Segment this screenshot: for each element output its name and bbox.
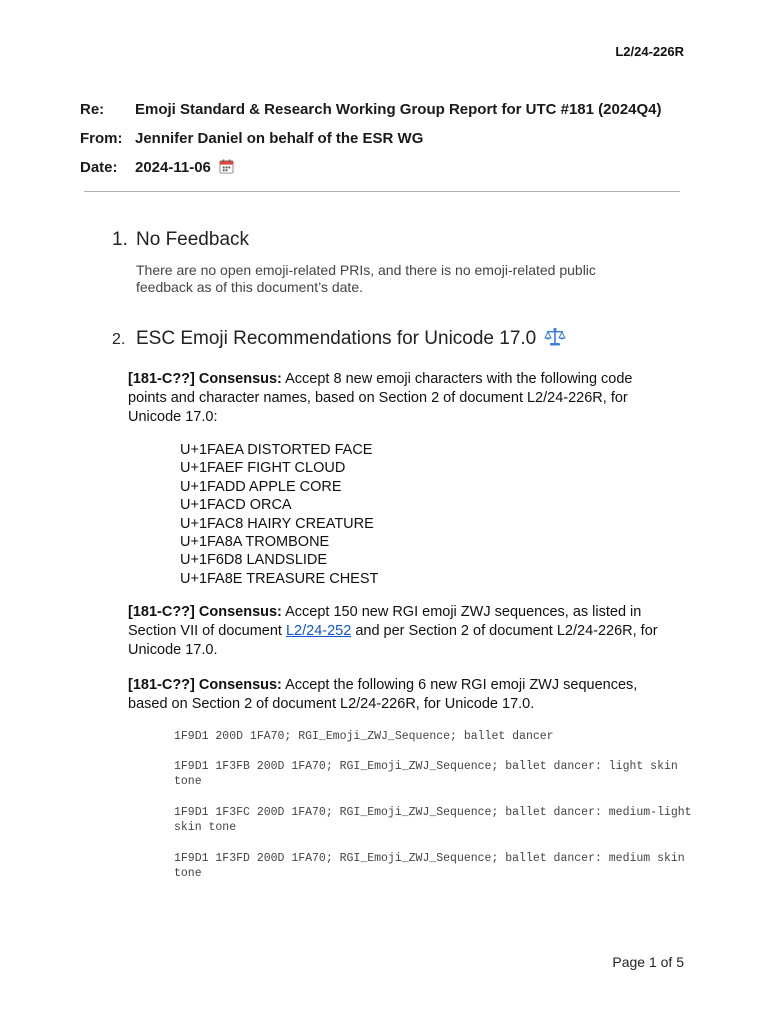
date-label: Date: [80,159,118,176]
section-2-number: 2. [112,331,126,348]
section-2-heading [112,327,566,350]
section-2-title: ESC Emoji Recommendations for Unicode 17.0 [136,328,537,349]
date-row [80,156,690,185]
consensus-new-characters [128,370,668,427]
list-item: U+1FA8A TROMBONE [180,534,330,551]
sequence-line: 1F9D1 200D 1FA70; RGI_Emoji_ZWJ_Sequence; ballet dancer [174,730,554,743]
from-label: From: [80,130,123,147]
list-item: U+1FAC8 HAIRY CREATURE [180,515,374,532]
consensus-text: and per Section 2 of document L2/24-226R, for Unicode 17.0. [128,623,658,658]
list-item: U+1FADD APPLE CORE [180,478,342,495]
sequence-line: 1F9D1 1F3FC 200D 1FA70; RGI_Emoji_ZWJ_Sequence; ballet dancer: medium-light skin tone [174,806,699,834]
list-item: U+1F6D8 LANDSLIDE [180,552,328,569]
list-item: U+1FA8E TREASURE CHEST [180,570,379,587]
sequence-line: 1F9D1 1F3FB 200D 1FA70; RGI_Emoji_ZWJ_Sequence; ballet dancer: light skin tone [174,760,685,788]
sequence-line: 1F9D1 1F3FD 200D 1FA70; RGI_Emoji_ZWJ_Sequence; ballet dancer: medium skin tone [174,852,692,880]
from-value: Jennifer Daniel on behalf of the ESR WG [135,130,424,147]
list-item: U+1FAEF FIGHT CLOUD [180,460,346,477]
section-1-title: No Feedback [136,229,250,250]
section-1-number: 1. [112,229,128,250]
re-label: Re: [80,101,105,118]
memo-header [80,98,690,185]
re-row [80,98,690,127]
date-value: 2024-11-06 [135,159,211,176]
consensus-zwj-150 [128,603,668,660]
re-value: Emoji Standard & Research Working Group Report for UTC #181 (2024Q4) [135,101,662,118]
document-number: L2/24-226R [615,44,684,59]
section-1-heading [112,229,249,251]
calendar-icon [219,159,234,174]
document-link-l2-24-252[interactable]: L2/24-252 [285,623,352,639]
from-row [80,127,690,156]
consensus-tag: [181-C??] Consensus: [128,604,282,620]
consensus-text: Accept 150 new RGI emoji ZWJ sequences, as listed in Section VII of document [128,604,642,639]
header-divider [84,191,680,192]
list-item: U+1FACD ORCA [180,497,292,514]
consensus-tag: [181-C??] Consensus: [128,677,282,693]
consensus-text: Accept 8 new emoji characters with the following code points and character names, based on Section 2 of document L2/24-226R, for Unicode 17.0: [128,371,633,425]
list-item: U+1FAEA DISTORTED FACE [180,442,373,458]
page-number: Page 1 of 5 [612,954,684,970]
balance-scale-icon [544,327,566,347]
consensus-tag: [181-C??] Consensus: [128,371,282,387]
consensus-text: Accept the following 6 new RGI emoji ZWJ sequences, based on Section 2 of document L2/24-226R, for Unicode 17.0. [128,677,638,712]
consensus-zwj-6 [128,676,668,714]
section-1-body: There are no open emoji-related PRIs, and there is no emoji-related public feedback as of this document’s date. [136,262,596,295]
code-point-list [180,441,378,588]
